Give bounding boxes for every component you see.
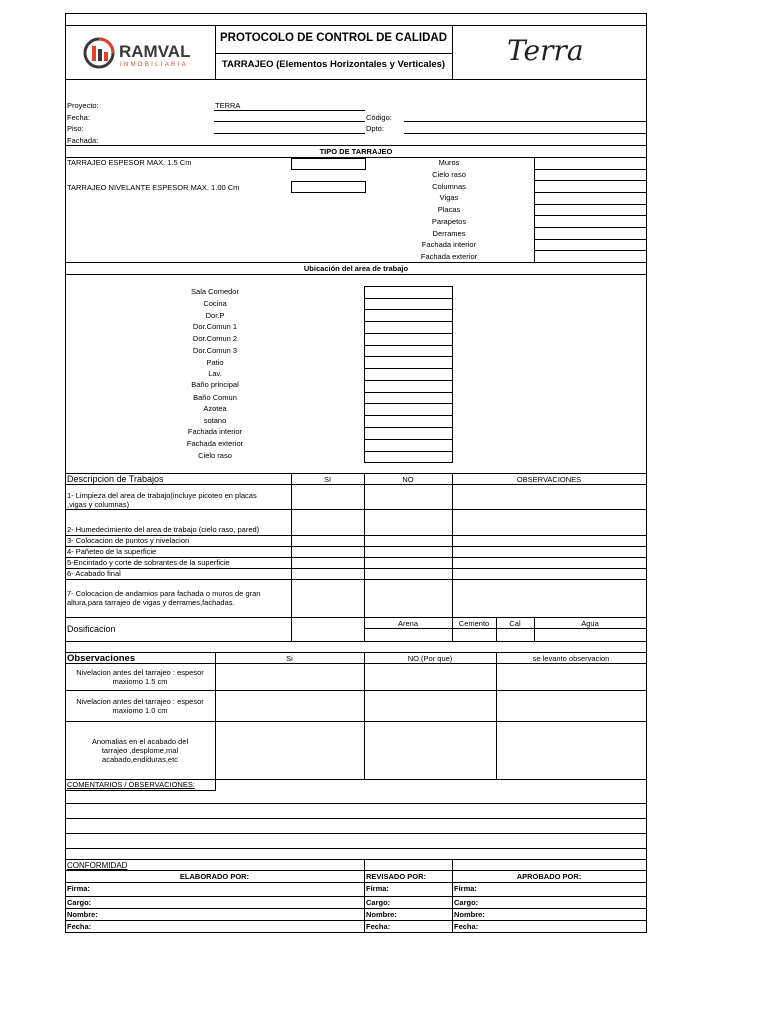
dosificacion-arena: Arena <box>397 619 418 628</box>
elemento-label: Muros <box>438 158 460 167</box>
obs-col-no: NO (Por que) <box>407 654 453 663</box>
area-checkbox-column[interactable] <box>364 286 453 463</box>
obs-col-si: Si <box>286 654 293 663</box>
revisado-fecha-label: Fecha: <box>366 922 391 931</box>
elemento-label: Vigas <box>439 193 459 202</box>
area-label: Baño principal <box>191 380 239 389</box>
piso-field[interactable] <box>214 133 365 134</box>
area-label: Cocina <box>203 299 227 308</box>
fecha-field[interactable] <box>214 121 365 122</box>
trabajos-col-si: SI <box>323 475 332 484</box>
area-label: Azotea <box>203 404 227 413</box>
ramval-logo <box>83 36 203 70</box>
terra-logo <box>505 30 595 70</box>
elemento-label: Columnas <box>432 182 466 191</box>
elaborado-cargo-label: Cargo: <box>67 898 92 907</box>
fachada-label: Fachada: <box>67 136 99 145</box>
observacion-item: Nivelacion antes del tarrajeo : espesor maxiomo 1.0 cm <box>76 697 204 715</box>
form-subtitle: TARRAJEO (Elementos Horizontales y Verticales) <box>221 59 446 70</box>
comentarios-heading: COMENTARIOS / OBSERVACIONES: <box>67 780 195 789</box>
aprobado-cargo-label: Cargo: <box>454 898 479 907</box>
codigo-label: Código: <box>366 113 392 122</box>
revisado-firma-label: Firma: <box>366 884 389 893</box>
proyecto-value[interactable]: TERRA <box>215 101 241 110</box>
codigo-field[interactable] <box>404 121 646 122</box>
fecha-label: Fecha: <box>67 113 90 122</box>
proyecto-label: Proyecto: <box>67 101 99 110</box>
dosificacion-heading: Dosificacion <box>67 624 116 634</box>
tipo-option-2: TARRAJEO NIVELANTE ESPESOR MAX. 1.00 Cm <box>67 183 240 192</box>
aprobado-fecha-label: Fecha: <box>454 922 479 931</box>
area-label: Dor.P <box>205 311 225 320</box>
dpto-field[interactable] <box>404 133 646 134</box>
piso-label: Piso: <box>67 124 84 133</box>
dosificacion-cemento: Cemento <box>458 619 490 628</box>
svg-text:Terra: Terra <box>507 34 584 67</box>
revisado-cargo-label: Cargo: <box>366 898 391 907</box>
elemento-label: Placas <box>437 205 461 214</box>
area-label: sotano <box>203 416 227 425</box>
observacion-item: Anomalias en el acabado del tarrajeo ,desplome,mal acabado,endiduras,etc <box>91 737 189 764</box>
aprobado-firma-label: Firma: <box>454 884 477 893</box>
elemento-label: Cielo raso <box>432 170 466 179</box>
form-title: PROTOCOLO DE CONTROL DE CALIDAD <box>219 32 448 44</box>
dpto-label: Dpto: <box>366 124 384 133</box>
area-label: Lav. <box>208 369 222 378</box>
trabajo-item: 7- Colocacion de andamios para fachada o muros de gran altura,para tarrajeo de vigas y derrames,fachadas. <box>67 589 261 607</box>
obs-col-levanto: se levanto observacion <box>532 654 610 663</box>
area-label: Fachada interior <box>187 427 243 436</box>
trabajo-item: 6- Acabado final <box>67 569 121 578</box>
area-label: Patio <box>206 358 224 367</box>
tipo-option-1-checkbox[interactable] <box>291 158 366 170</box>
elaborado-fecha-label: Fecha: <box>67 922 92 931</box>
dosificacion-agua: Agua <box>581 619 599 628</box>
elemento-label: Fachada interior <box>421 240 477 249</box>
ubicacion-heading: Ubicación del area de trabajo <box>303 264 409 273</box>
area-label: Sala Comedor <box>191 287 239 296</box>
tipo-option-1: TARRAJEO ESPESOR MAX. 1.5 Cm <box>67 158 192 167</box>
observacion-item: Nivelacion antes del tarrajeo : espesor maxiomo 1.5 cm <box>76 668 204 686</box>
area-label: Fachada exterior <box>186 439 244 448</box>
trabajos-heading: Descripcion de Trabajos <box>67 474 164 484</box>
elemento-label: Fachada exterior <box>420 252 478 261</box>
elemento-label: Parapetos <box>431 217 467 226</box>
dosificacion-cal: Cal <box>509 619 521 628</box>
trabajo-item: 2- Humedecimiento del area de trabajo (cielo raso, pared) <box>67 525 260 534</box>
trabajos-col-obs: OBSERVACIONES <box>516 475 582 484</box>
area-label: Dor.Comun 1 <box>192 322 238 331</box>
area-label: Dor.Comun 3 <box>192 346 238 355</box>
trabajo-item: 5-Encintado y corte de sobrantes de la superficie <box>67 558 230 567</box>
area-label: Baño Comun <box>193 393 237 402</box>
aprobado-nombre-label: Nombre: <box>454 910 485 919</box>
trabajos-col-no: NO <box>402 475 414 484</box>
elaborado-firma-label: Firma: <box>67 884 90 893</box>
elemento-label: Derrames <box>432 229 466 238</box>
tipo-heading: TIPO DE TARRAJEO <box>319 147 393 156</box>
ramval-mark-icon <box>85 39 113 67</box>
svg-text:INMOBILIARIA: INMOBILIARIA <box>120 62 188 68</box>
proyecto-field[interactable] <box>214 110 365 111</box>
area-label: Cielo raso <box>198 451 232 460</box>
conformidad-heading: CONFORMIDAD <box>67 861 128 870</box>
area-label: Dor.Comun 2 <box>192 334 238 343</box>
revisado-nombre-label: Nombre: <box>366 910 397 919</box>
elaborado-label: ELABORADO POR: <box>179 872 250 881</box>
trabajo-item: 1- Limpieza del area de trabajo(incluye picoteo en placas ,vigas y columnas) <box>67 491 257 509</box>
aprobado-label: APROBADO POR: <box>516 872 582 881</box>
observaciones-heading: Observaciones <box>67 653 136 664</box>
trabajo-item: 3- Colocacion de puntos y nivelacion <box>67 536 190 545</box>
svg-text:RAMVAL: RAMVAL <box>119 42 191 61</box>
tipo-option-2-checkbox[interactable] <box>291 181 366 193</box>
trabajo-item: 4- Pañeteo de la superficie <box>67 547 157 556</box>
revisado-label: REVISADO POR: <box>366 872 427 881</box>
elaborado-nombre-label: Nombre: <box>67 910 98 919</box>
